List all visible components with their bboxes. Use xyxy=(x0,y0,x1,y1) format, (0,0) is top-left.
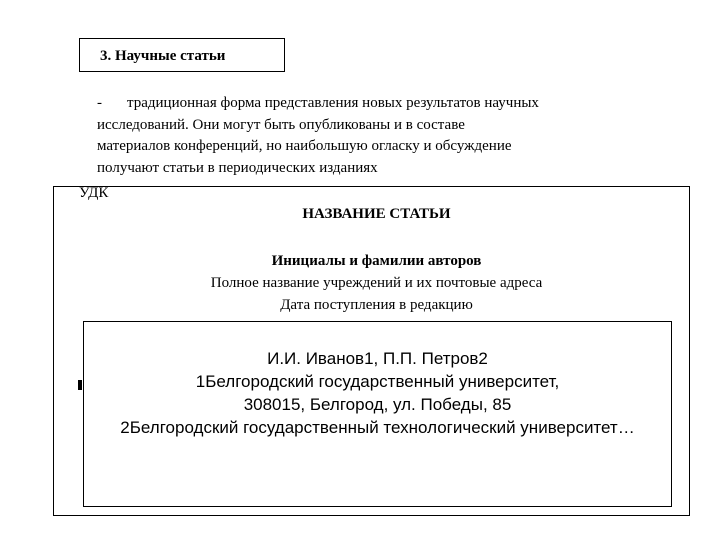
received-date-placeholder: Дата поступления в редакцию xyxy=(280,297,473,313)
list-dash-mark xyxy=(78,380,82,390)
example-address-1: 308015, Белгород, ул. Победы, 85 xyxy=(243,395,512,414)
example-affiliation-1: 1Белгородский государственный университет, xyxy=(195,372,560,391)
intro-line-3: материалов конференций, но наибольшую огласку и обсуждение xyxy=(97,138,512,154)
udk-label: УДК xyxy=(79,185,109,201)
intro-line-4: получают статьи в периодических изданиях xyxy=(97,159,378,176)
authors-placeholder: Инициалы и фамилии авторов xyxy=(271,253,482,269)
author-info-block xyxy=(54,250,689,316)
list-dash: - xyxy=(97,95,102,111)
section-heading: 3. Научные статьи xyxy=(79,38,285,72)
article-title-placeholder: НАЗВАНИЕ СТАТЬИ xyxy=(302,206,451,222)
institutions-placeholder: Полное название учреждений и их почтовые адреса xyxy=(210,275,543,291)
example-box xyxy=(83,321,672,507)
example-authors: И.И. Иванов1, П.П. Петров2 xyxy=(267,349,488,368)
intro-paragraph xyxy=(97,93,657,179)
example-affiliation-2: 2Белгородский государственный технологический университет… xyxy=(120,418,635,437)
intro-line-1: традиционная форма представления новых результатов научных xyxy=(127,95,539,111)
intro-line-2: исследований. Они могут быть опубликованы и в составе xyxy=(97,116,465,133)
